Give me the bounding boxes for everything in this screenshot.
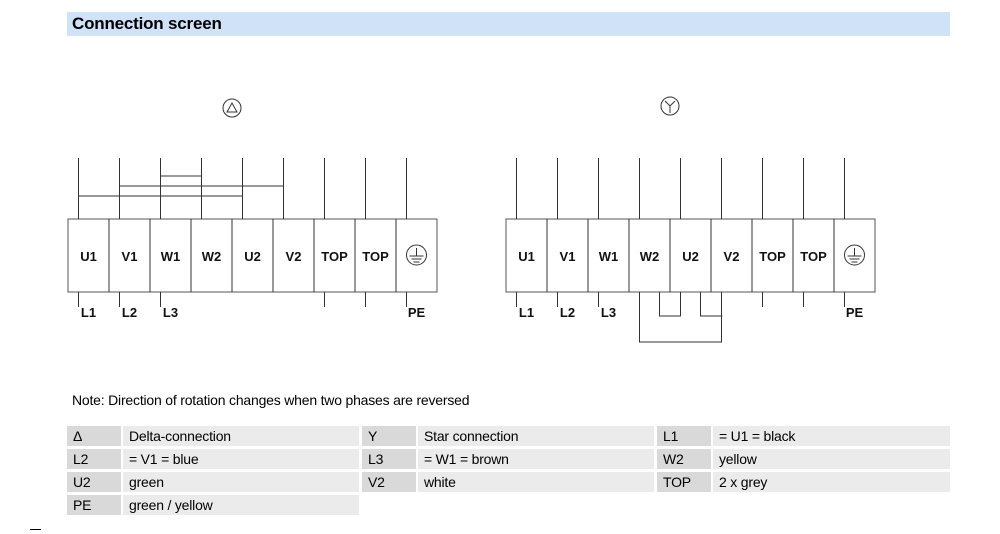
legend-value: green / yellow bbox=[123, 495, 359, 515]
legend-key: TOP bbox=[657, 472, 711, 492]
supply-label-l1: L1 bbox=[80, 305, 97, 320]
star-bridge-u2-v2 bbox=[701, 292, 723, 316]
star-bridge-w2-u2 bbox=[660, 292, 681, 316]
delta-icon-triangle bbox=[227, 103, 237, 112]
page-title: Connection screen bbox=[72, 14, 222, 33]
legend-value: white bbox=[418, 472, 654, 492]
supply-label-l2: L2 bbox=[559, 305, 576, 320]
legend-key: Δ bbox=[67, 426, 121, 446]
supply-label-l1: L1 bbox=[518, 305, 535, 320]
pe-label: PE bbox=[407, 305, 426, 320]
terminal-label-top: TOP bbox=[321, 249, 348, 264]
legend-value: 2 x grey bbox=[713, 472, 950, 492]
terminal-label-u2: U2 bbox=[244, 249, 261, 264]
terminal-label-v2: V2 bbox=[285, 249, 302, 264]
terminal-label-u1: U1 bbox=[80, 249, 97, 264]
legend-key: L2 bbox=[67, 449, 121, 469]
terminal-label-u2: U2 bbox=[682, 249, 699, 264]
legend-key: L1 bbox=[657, 426, 711, 446]
legend-key: L3 bbox=[362, 449, 416, 469]
note-text: Note: Direction of rotation changes when two phases are reversed bbox=[72, 392, 470, 408]
delta-icon bbox=[223, 99, 241, 117]
star-icon-stroke bbox=[670, 101, 675, 106]
star-icon-stroke bbox=[665, 101, 670, 106]
legend-key: Y bbox=[362, 426, 416, 446]
supply-label-l3: L3 bbox=[162, 305, 179, 320]
terminal-label-top: TOP bbox=[759, 249, 786, 264]
legend-value: Delta-connection bbox=[123, 426, 359, 446]
legend-key: PE bbox=[67, 495, 121, 515]
terminal-label-top: TOP bbox=[362, 249, 389, 264]
legend-key: U2 bbox=[67, 472, 121, 492]
legend-value: = W1 = brown bbox=[418, 449, 654, 469]
legend-value: yellow bbox=[713, 449, 950, 469]
legend-key: W2 bbox=[657, 449, 711, 469]
legend-table bbox=[67, 426, 950, 520]
legend-key: V2 bbox=[362, 472, 416, 492]
legend-value: = V1 = blue bbox=[123, 449, 359, 469]
supply-label-l2: L2 bbox=[121, 305, 138, 320]
terminal-label-v1: V1 bbox=[559, 249, 576, 264]
terminal-label-top: TOP bbox=[800, 249, 827, 264]
terminal-label-u1: U1 bbox=[518, 249, 535, 264]
terminal-label-w1: W1 bbox=[160, 249, 181, 264]
terminal-label-v2: V2 bbox=[723, 249, 740, 264]
terminal-label-v1: V1 bbox=[121, 249, 138, 264]
terminal-label-w2: W2 bbox=[639, 249, 660, 264]
legend-value: = U1 = black bbox=[713, 426, 950, 446]
pe-label: PE bbox=[845, 305, 864, 320]
legend-value: green bbox=[123, 472, 359, 492]
delta-bridge-w1-w2 bbox=[161, 176, 202, 219]
terminal-label-w1: W1 bbox=[598, 249, 619, 264]
supply-label-l3: L3 bbox=[600, 305, 617, 320]
terminal-label-w2: W2 bbox=[201, 249, 222, 264]
legend-value: Star connection bbox=[418, 426, 654, 446]
divider bbox=[30, 529, 41, 530]
